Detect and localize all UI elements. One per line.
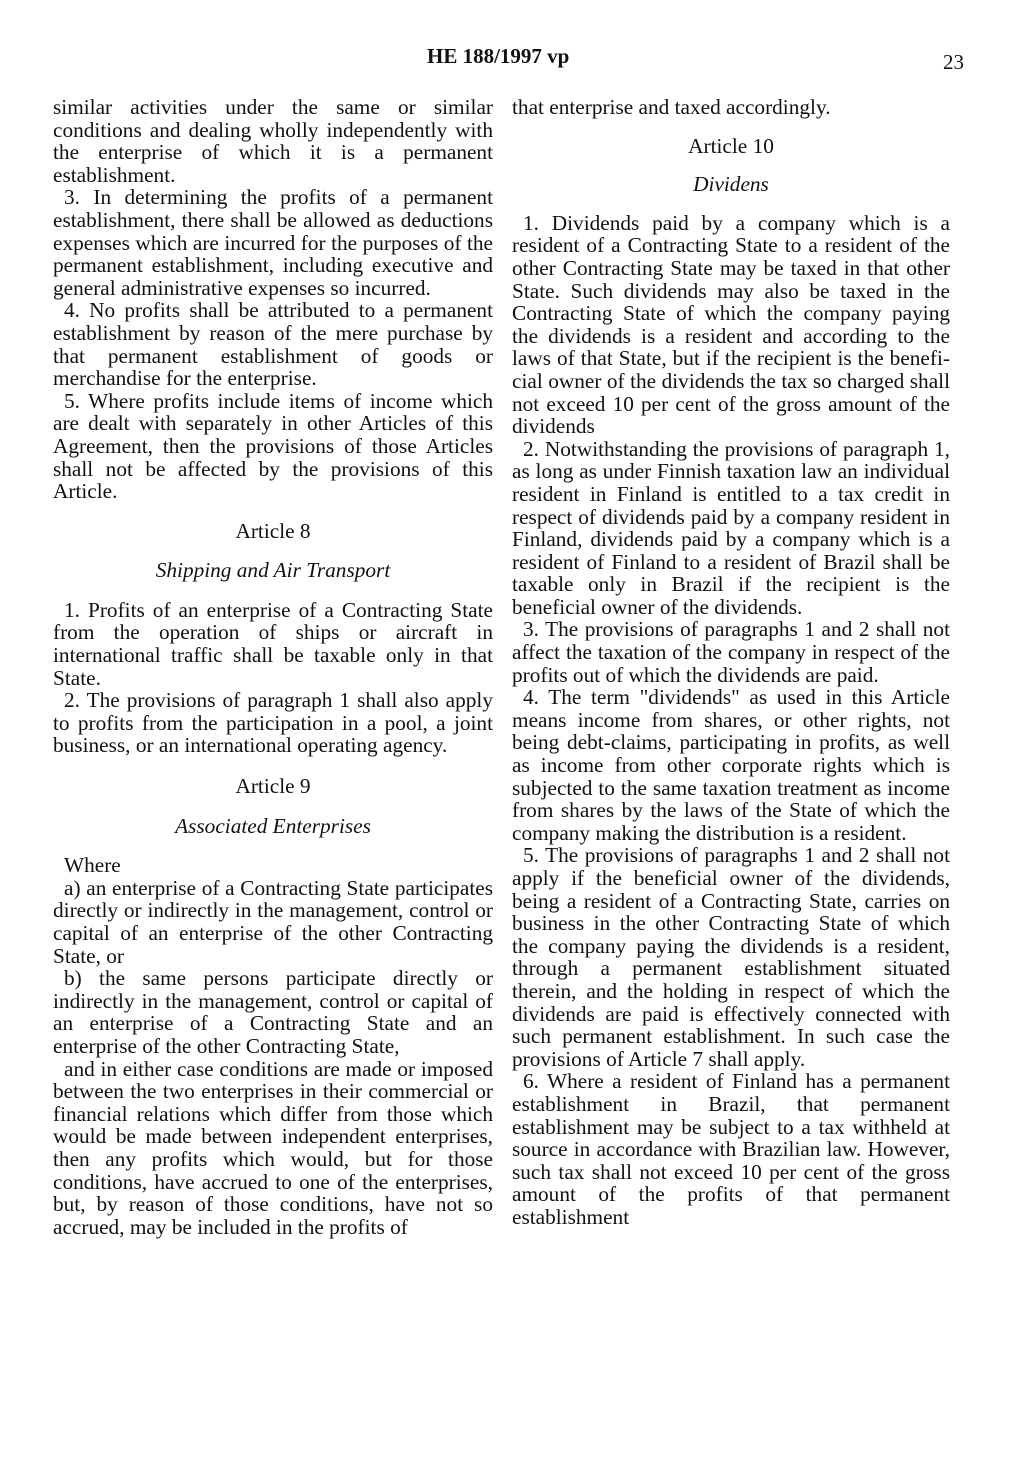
paragraph: similar activities under the same or similar conditions and dealing wholly independently with the enterprise of which it is a permanent establishment. [53,95,493,187]
right-column [512,96,950,1229]
paragraph: 6. Where a resident of Finland has a permanent establishment in Brazil, that permanent establishment may be subject to a tax withheld at source in accordance with Brazilian law. However, such tax shall not exceed 10 per cent of the gross amount of the profits of that permanent establishment [512,1069,950,1229]
article-heading: Article 8 [235,518,311,543]
article-heading: Article 9 [235,774,311,799]
article-title: Shipping and Air Transport [155,558,391,583]
article-title: Dividens [693,172,769,197]
paragraph: that enterprise and taxed accordingly. [512,95,831,119]
paragraph: 4. No profits shall be attributed to a permanent establishment by reason of the mere purchase by that permanent establishment of goods or merchandise for the enterprise. [53,298,493,391]
page-header [0,44,1024,74]
paragraph: 4. The term "dividends" as used in this Article means income from shares, or other rights, not being debt-claims, participating in profits, as well as income from other corporate rights which is subjected to the same taxation treatment as income from shares by the laws of the State of which the company making the distribution is a resident. [512,685,950,845]
article-heading: Article 10 [688,133,774,158]
left-column [53,96,493,1238]
paragraph: Where [64,853,121,878]
page-number: 23 [943,50,964,74]
running-head: HE 188/1997 vp [427,44,570,68]
paragraph: 3. The provisions of paragraphs 1 and 2 shall not affect the taxation of the company in respect of the profits out of which the dividends are paid. [512,617,950,687]
paragraph: 1. Profits of an enterprise of a Contracting State from the operation of ships or aircraft in international traffic shall be taxable only in that State. [53,597,493,690]
paragraph: 5. Where profits include items of income which are dealt with separately in other Articles of this Agreement, then the provisions of those Articles shall not be affected by the provisions of this Article. [53,388,493,504]
paragraph: 5. The provisions of paragraphs 1 and 2 shall not apply if the beneficial owner of the dividends, being a resident of a Contracting State, carries on business in the other Contracting State of which the company paying the dividends is a resident, through a permanent establishment situated therein, and the holding in respect of which the dividends are paid is effectively connected with such permanent establishment. In such case the provisions of Article 7 shall apply. [512,843,950,1071]
paragraph: and in either case conditions are made or imposed between the two enterprises in their commercial or financial relations which differ from those which would be made between independent enterprises, then any profits which would, but for those conditions, have accrued to one of the enterprises, but, by reason of those conditions, have not so accrued, may be included in the profits of [53,1056,493,1239]
paragraph: 2. The provisions of paragraph 1 shall also apply to profits from the participation in a pool, a joint business, or an international operating agency. [53,688,493,758]
paragraph: 3. In determining the profits of a permanent establishment, there shall be allowed as deductions expenses which are incurred for the purposes of the permanent establishment, including executive and general administrative expenses so incurred. [53,185,493,300]
paragraph: 1. Dividends paid by a company which is a resident of a Contracting State to a resident of the other Contracting State may be taxed in that other State. Such dividends may also be taxed in the Contracting State of which the company paying the dividends is a resident and according to the laws of that State, but if the recipient is the beneficial owner of the dividends the tax so charged shall not exceed 10 per cent of the gross amount of the dividends [512,210,950,439]
paragraph: 2. Notwithstanding the provisions of paragraph 1, as long as under Finnish taxation law an individual resident in Finland is entitled to a tax credit in respect of dividends paid by a company resident in Finland, dividends paid by a company which is a resident of Finland to a resident of Brazil shall be taxable only in Brazil if the recipient is the beneficial owner of the dividends. [512,436,950,619]
paragraph: a) an enterprise of a Contracting State participates directly or indirectly in the management, control or capital of an enterprise of the other Contracting State, or [53,875,493,968]
article-title: Associated Enterprises [175,813,371,838]
paragraph: b) the same persons participate directly or indirectly in the management, control or capital of an enterprise of a Contracting State and an enterprise of the other Contracting State, [53,966,493,1058]
